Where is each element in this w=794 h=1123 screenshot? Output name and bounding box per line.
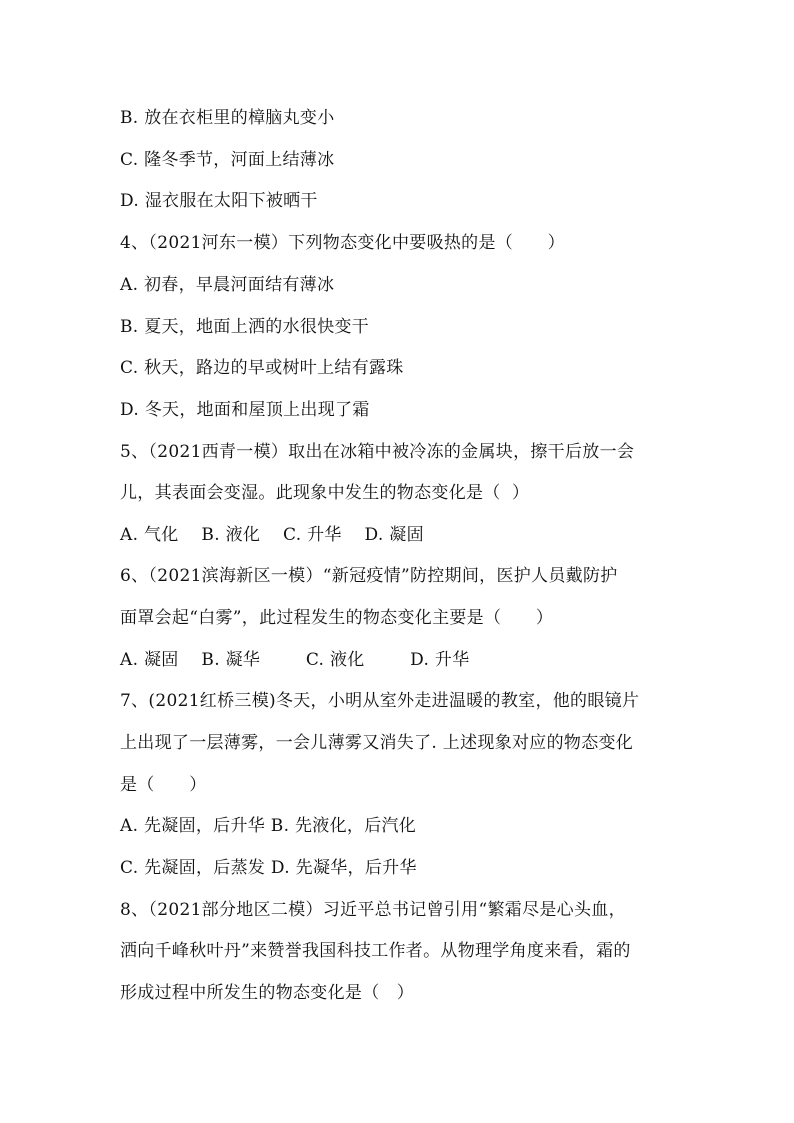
option-b-q4: B. 夏天，地面上洒的水很快变干	[120, 317, 370, 337]
question-7-line-2: 上出现了一层薄雾，一会儿薄雾又消失了. 上述现象对应的物态变化	[120, 733, 634, 753]
question-8-line-2: 洒向千峰秋叶丹”来赞誉我国科技工作者。从物理学角度来看，霜的	[120, 941, 631, 961]
option-d-q4: D. 冬天，地面和屋顶上出现了霜	[120, 400, 370, 420]
question-7-line-1: 7、(2021红桥三模)冬天，小明从室外走进温暖的教室，他的眼镜片	[120, 691, 640, 711]
question-5-line-1: 5、（2021西青一模）取出在冰箱中被冷冻的金属块，擦干后放一会	[120, 442, 635, 462]
options-q7-cd: C. 先凝固，后蒸发 D. 先凝华，后升华	[120, 858, 417, 878]
option-b-q3: B. 放在衣柜里的樟脑丸变小	[120, 108, 335, 128]
option-d-q3: D. 湿衣服在太阳下被晒干	[120, 191, 318, 211]
question-8-line-3: 形成过程中所发生的物态变化是（ ）	[120, 983, 415, 1003]
options-q6: A. 凝固 B. 凝华 C. 液化 D. 升华	[120, 650, 470, 670]
option-c-q4: C. 秋天，路边的早或树叶上结有露珠	[120, 358, 404, 378]
question-6-line-1: 6、（2021滨海新区一模）“新冠疫情”防控期间，医护人员戴防护	[120, 566, 618, 586]
options-q7-ab: A. 先凝固，后升华 B. 先液化，后汽化	[120, 816, 417, 836]
question-5-line-2: 儿，其表面会变湿。此现象中发生的物态变化是（ ）	[120, 483, 530, 503]
option-c-q3: C. 隆冬季节，河面上结薄冰	[120, 150, 335, 170]
question-4: 4、（2021河东一模）下列物态变化中要吸热的是（ ）	[120, 233, 565, 253]
question-7-line-3: 是（ ）	[120, 775, 207, 795]
question-6-line-2: 面罩会起“白雾”，此过程发生的物态变化主要是（ ）	[120, 608, 554, 628]
option-a-q4: A. 初春，早晨河面结有薄冰	[120, 275, 335, 295]
options-q5: A. 气化 B. 液化 C. 升华 D. 凝固	[120, 525, 424, 545]
question-8-line-1: 8、（2021部分地区二模）习近平总书记曾引用“繁霜尽是心头血，	[120, 900, 626, 920]
